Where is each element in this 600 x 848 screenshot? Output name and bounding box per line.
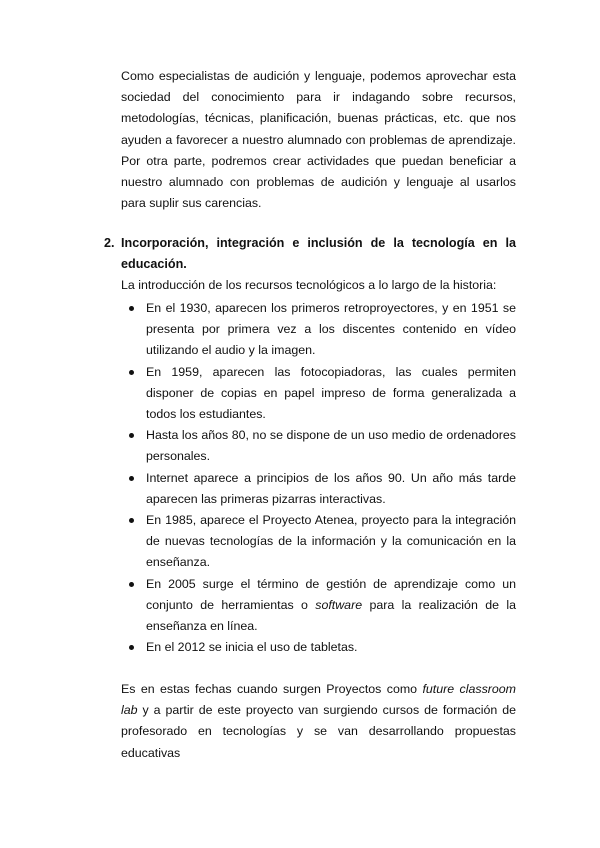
bullet-icon (121, 468, 146, 510)
closing-paragraph (121, 679, 516, 764)
bullet-icon (121, 637, 146, 658)
closing-paragraph-start: Es en estas fechas cuando surgen Proyectos como (121, 682, 423, 696)
list-item (121, 298, 516, 362)
list-item-italic-term: software (315, 597, 363, 612)
list-item (121, 510, 516, 574)
history-list (121, 298, 516, 658)
list-item-text: Internet aparece a principios de los años 90. Un año más tarde aparecen las primeras pizarras interactivas. (146, 470, 516, 506)
section-heading (104, 233, 516, 275)
list-item (121, 637, 516, 658)
list-item-text (146, 574, 516, 638)
section-number: 2. (104, 236, 115, 250)
intro-paragraph: Como especialistas de audición y lenguaje, podemos aprovechar esta sociedad del conocimiento para ir indagando sobre recursos, metodologías, técnicas, planificación, buenas prácticas, etc. que nos ayuden a favorecer a nuestro alumnado con problemas de aprendizaje. Por otra parte, podremos crear actividades que puedan beneficiar a nuestro alumnado con problemas de audición y lenguaje al usarlos para suplir sus carencias. (121, 69, 516, 211)
closing-paragraph-italic-term: future classroom lab (121, 682, 516, 718)
list-item (121, 468, 516, 510)
list-item-text: En el 1930, aparecen los primeros retroproyectores, y en 1951 se presenta por primera vez a los discentes contenido en vídeo utilizando el audio y la imagen. (146, 301, 516, 358)
bullet-icon (121, 425, 146, 467)
list-item-text-start: En 2005 surge el término de gestión de aprendizaje como un conjunto de herramientas o (146, 576, 516, 612)
list-item (121, 362, 516, 426)
bullet-icon (121, 574, 146, 638)
closing-paragraph-end: y a partir de este proyecto van surgiendo cursos de formación de profesorado en tecnologías y se van desarrollando propuestas educativas (121, 703, 516, 760)
list-item (121, 574, 516, 638)
section-intro: La introducción de los recursos tecnológicos a lo largo de la historia: (121, 278, 497, 292)
bullet-icon (121, 298, 146, 362)
section-title: Incorporación, integración e inclusión de la tecnología en la educación. (121, 236, 516, 272)
bullet-icon (121, 510, 146, 574)
list-item-text-end: para la realización de la enseñanza en línea. (146, 597, 516, 634)
list-item-text: En 1985, aparece el Proyecto Atenea, proyecto para la integración de nuevas tecnologías de la información y la comunicación en la enseñanza. (146, 513, 516, 570)
list-item-text: Hasta los años 80, no se dispone de un uso medio de ordenadores personales. (146, 428, 516, 464)
bullet-icon (121, 362, 146, 426)
list-item (121, 425, 516, 467)
list-item-text: En el 2012 se inicia el uso de tabletas. (146, 640, 358, 655)
list-item-text: En 1959, aparecen las fotocopiadoras, las cuales permiten disponer de copias en papel impreso de forma generalizada a todos los estudiantes. (146, 364, 516, 422)
